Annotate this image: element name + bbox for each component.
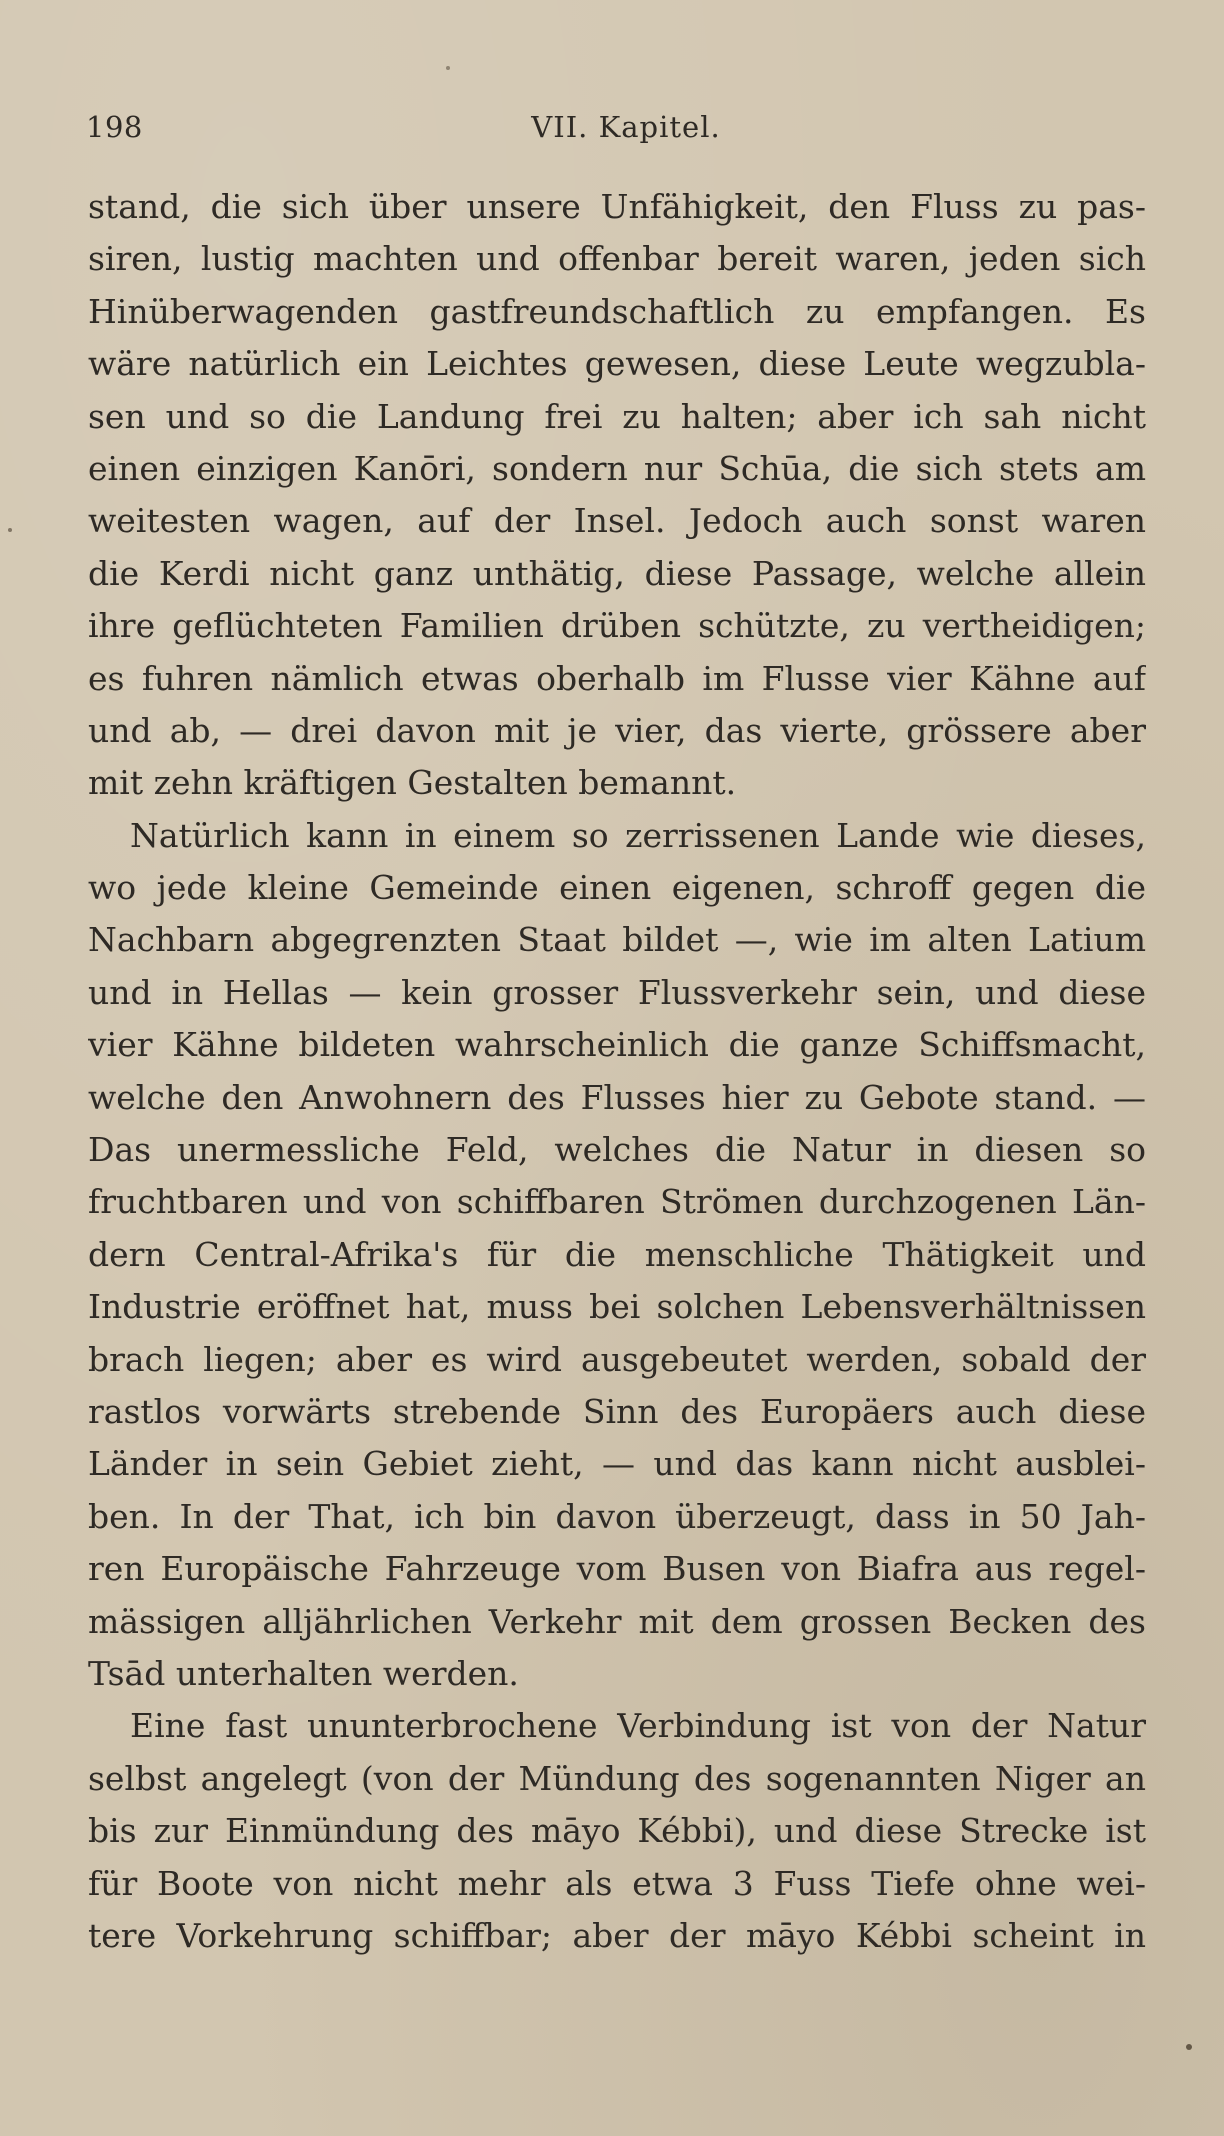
text-line: und in Hellas — kein grosser Flussverkehr sein, und diese [88,972,1146,1012]
paragraph-start-line: Natürlich kann in einem so zerrissenen Lande wie dieses, [130,815,1146,855]
running-head: VII. Kapitel. [531,110,721,144]
text-line: für Boote von nicht mehr als etwa 3 Fuss Tiefe ohne wei- [88,1863,1146,1903]
text-line: mit zehn kräftigen Gestalten bemannt. [88,763,737,803]
text-line: Nachbarn abgegrenzten Staat bildet —, wie im alten Latium [88,920,1146,960]
text-line: die Kerdi nicht ganz unthätig, diese Passage, welche allein [88,553,1146,593]
text-line: selbst angelegt (von der Mündung des sogenannten Niger an [88,1758,1146,1798]
text-line: dern Central-Afrika's für die menschliche Thätigkeit und [88,1234,1146,1274]
paper-speck [1186,2044,1192,2050]
text-line: Tsād unterhalten werden. [88,1653,519,1693]
text-line: wäre natürlich ein Leichtes gewesen, diese Leute wegzubla- [88,344,1146,384]
text-line: wo jede kleine Gemeinde einen eigenen, schroff gegen die [88,868,1146,908]
page-number: 198 [86,110,143,144]
text-line: Länder in sein Gebiet zieht, — und das kann nicht ausblei- [88,1444,1146,1484]
text-line: ihre geflüchteten Familien drüben schützte, zu vertheidigen; [88,606,1146,646]
text-line: einen einzigen Kanōri, sondern nur Schūa, die sich stets am [88,448,1146,488]
text-line: sen und so die Landung frei zu halten; aber ich sah nicht [88,396,1146,436]
text-line: fruchtbaren und von schiffbaren Strömen durchzogenen Län- [88,1182,1146,1222]
text-line: siren, lustig machten und offenbar bereit waren, jeden sich [88,239,1146,279]
text-line: Das unermessliche Feld, welches die Natur in diesen so [88,1130,1146,1170]
text-line: rastlos vorwärts strebende Sinn des Europäers auch diese [88,1391,1146,1431]
text-line: und ab, — drei davon mit je vier, das vierte, grössere aber [88,710,1146,750]
body-text [88,181,1146,1962]
text-line: brach liegen; aber es wird ausgebeutet werden, sobald der [88,1339,1146,1379]
text-line: es fuhren nämlich etwas oberhalb im Flusse vier Kähne auf [88,658,1146,698]
paper-speck [446,66,450,70]
text-line: ben. In der That, ich bin davon überzeugt, dass in 50 Jah- [88,1496,1146,1536]
text-line: vier Kähne bildeten wahrscheinlich die ganze Schiffsmacht, [88,1025,1146,1065]
text-line: bis zur Einmündung des māyo Kébbi), und diese Strecke ist [88,1811,1146,1851]
text-line: Hinüberwagenden gastfreundschaftlich zu empfangen. Es [88,291,1146,331]
paper-speck [8,528,12,532]
text-line: ren Europäische Fahrzeuge vom Busen von Biafra aus regel- [88,1549,1146,1589]
text-line: weitesten wagen, auf der Insel. Jedoch auch sonst waren [88,501,1146,541]
paragraph-start-line: Eine fast ununterbrochene Verbindung ist von der Natur [130,1706,1146,1746]
text-line: stand, die sich über unsere Unfähigkeit, den Fluss zu pas- [88,187,1146,226]
text-line: welche den Anwohnern des Flusses hier zu Gebote stand. — [88,1077,1146,1117]
page-header [86,110,1146,150]
text-line: mässigen alljährlichen Verkehr mit dem grossen Becken des [88,1601,1146,1641]
text-line: tere Vorkehrung schiffbar; aber der māyo Kébbi scheint in [88,1915,1146,1955]
text-line: Industrie eröffnet hat, muss bei solchen Lebensverhältnissen [88,1287,1146,1327]
